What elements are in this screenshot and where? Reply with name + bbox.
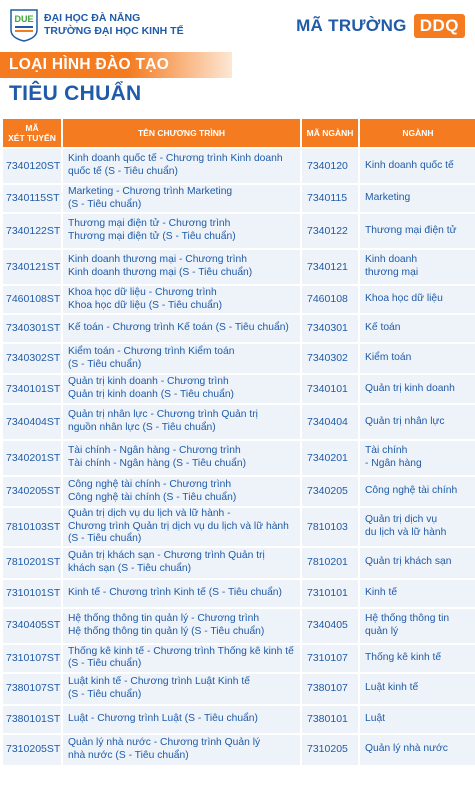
admission-code-cell: 7340115ST bbox=[3, 185, 61, 212]
program-name-cell bbox=[61, 735, 300, 765]
table-row bbox=[3, 286, 475, 313]
school-code-label: MÃ TRƯỜNG bbox=[296, 16, 407, 35]
training-type-banner bbox=[0, 52, 232, 78]
program-name-line: Công nghệ tài chính (S - Tiêu chuẩn) bbox=[68, 491, 237, 503]
table-row bbox=[3, 645, 475, 672]
admission-code-cell: 7340201ST bbox=[3, 441, 61, 475]
program-name-line: Tài chính - Ngân hàng - Chương trình bbox=[68, 445, 241, 457]
program-name-line: Quản trị kinh doanh - Chương trình bbox=[68, 376, 229, 388]
program-name-cell bbox=[61, 609, 300, 643]
program-name-line: Chương trình Quản trị dịch vụ du lịch và lữ hành bbox=[68, 520, 289, 532]
major-name-cell bbox=[358, 375, 475, 403]
major-name-cell bbox=[358, 441, 475, 475]
major-name-line: Kế toán bbox=[365, 322, 401, 334]
program-name-line: Hệ thống thông tin quản lý - Chương trình bbox=[68, 613, 260, 625]
university-line-2: TRƯỜNG ĐẠI HỌC KINH TẾ bbox=[44, 25, 184, 37]
program-name-cell bbox=[61, 508, 300, 546]
program-name-line: Luật - Chương trình Luật (S - Tiêu chuẩn) bbox=[68, 712, 258, 724]
major-name-cell bbox=[358, 508, 475, 546]
table-row bbox=[3, 477, 475, 506]
major-code-cell: 7340404 bbox=[300, 405, 358, 439]
major-name-line: - Ngân hàng bbox=[365, 458, 422, 469]
major-name-line: quản lý bbox=[365, 625, 399, 637]
major-code-cell: 7340122 bbox=[300, 214, 358, 248]
banner-title: LOẠI HÌNH ĐÀO TẠO bbox=[9, 56, 170, 73]
program-name-cell bbox=[61, 477, 300, 506]
table-row bbox=[3, 441, 475, 475]
program-name-line: Kinh doanh thương mại - Chương trình bbox=[68, 254, 247, 266]
table-row bbox=[3, 185, 475, 212]
major-name-cell bbox=[358, 344, 475, 373]
program-name-cell bbox=[61, 706, 300, 733]
major-name-line: Khoa học dữ liệu bbox=[365, 293, 443, 305]
admission-code-cell: 7380107ST bbox=[3, 674, 61, 704]
program-name-cell bbox=[61, 286, 300, 313]
admission-code-cell: 7340301ST bbox=[3, 315, 61, 342]
major-name-cell bbox=[358, 706, 475, 733]
admission-code-cell: 7340120ST bbox=[3, 149, 61, 183]
school-code-value: DDQ bbox=[414, 14, 465, 38]
program-name-line: Quản trị dịch vụ du lịch và lữ hành - bbox=[68, 508, 231, 519]
table-row bbox=[3, 250, 475, 284]
major-code-cell: 7460108 bbox=[300, 286, 358, 313]
major-name-cell bbox=[358, 477, 475, 506]
program-name-line: (S - Tiêu chuẩn) bbox=[68, 533, 142, 545]
program-name-cell bbox=[61, 250, 300, 284]
major-name-cell bbox=[358, 735, 475, 765]
major-code-cell: 7310205 bbox=[300, 735, 358, 765]
admission-code-cell: 7340121ST bbox=[3, 250, 61, 284]
major-name-line: Thương mại điện tử bbox=[365, 224, 457, 236]
program-name-line: quốc tế (S - Tiêu chuẩn) bbox=[68, 166, 178, 177]
program-name-cell bbox=[61, 375, 300, 403]
major-name-line: Quản trị dịch vụ bbox=[365, 514, 438, 526]
major-name-line: Luật bbox=[365, 712, 386, 724]
program-name-line: Quản trị kinh doanh (S - Tiêu chuẩn) bbox=[68, 389, 234, 400]
program-name-cell bbox=[61, 580, 300, 607]
program-name-line: Tài chính - Ngân hàng (S - Tiêu chuẩn) bbox=[68, 458, 247, 469]
svg-text:DUE: DUE bbox=[14, 14, 34, 24]
program-name-cell bbox=[61, 149, 300, 183]
program-name-line: Kinh doanh quốc tế - Chương trình Kinh doanh bbox=[68, 153, 283, 165]
major-code-cell: 7380101 bbox=[300, 706, 358, 733]
school-code bbox=[296, 13, 465, 39]
major-code-cell: 7810103 bbox=[300, 508, 358, 546]
program-name-line: nhà nước (S - Tiêu chuẩn) bbox=[68, 749, 189, 761]
major-code-cell: 7340101 bbox=[300, 375, 358, 403]
program-name-line: Công nghệ tài chính - Chương trình bbox=[68, 478, 232, 490]
major-name-cell bbox=[358, 250, 475, 284]
due-logo-icon bbox=[9, 8, 39, 42]
program-name-cell bbox=[61, 185, 300, 212]
major-code-cell: 7810201 bbox=[300, 548, 358, 578]
program-name-line: Khoa học dữ liệu - Chương trình bbox=[68, 286, 217, 298]
program-name-line: (S - Tiêu chuẩn) bbox=[68, 358, 142, 370]
major-name-line: Quản trị nhân lực bbox=[365, 415, 445, 427]
admission-code-cell: 7380101ST bbox=[3, 706, 61, 733]
major-name-line: Hệ thống thông tin bbox=[365, 613, 450, 625]
major-code-cell: 7380107 bbox=[300, 674, 358, 704]
major-name-cell bbox=[358, 405, 475, 439]
program-name-line: (S - Tiêu chuẩn) bbox=[68, 688, 142, 700]
table-row bbox=[3, 735, 475, 765]
table-row bbox=[3, 508, 475, 546]
program-name-line: Thống kê kinh tế - Chương trình Thống kê kinh tế bbox=[68, 645, 294, 657]
admission-code-cell: 7810201ST bbox=[3, 548, 61, 578]
program-name-line: Kinh tế - Chương trình Kinh tế (S - Tiêu chuẩn) bbox=[68, 586, 282, 598]
major-name-line: Marketing bbox=[365, 192, 411, 204]
university-name bbox=[44, 12, 184, 38]
program-name-line: Kế toán - Chương trình Kế toán (S - Tiêu chuẩn) bbox=[68, 322, 289, 334]
program-name-cell bbox=[61, 214, 300, 248]
university-line-1: ĐẠI HỌC ĐÀ NẴNG bbox=[44, 12, 141, 24]
major-name-cell bbox=[358, 214, 475, 248]
header bbox=[0, 0, 475, 50]
program-name-line: nguồn nhân lực (S - Tiêu chuẩn) bbox=[68, 422, 216, 433]
major-name-line: thương mại bbox=[365, 267, 419, 278]
program-name-cell bbox=[61, 315, 300, 342]
program-name-line: Luật kinh tế - Chương trình Luật Kinh tế bbox=[68, 676, 250, 688]
major-name-cell bbox=[358, 674, 475, 704]
admission-code-cell: 7340205ST bbox=[3, 477, 61, 506]
major-code-cell: 7340302 bbox=[300, 344, 358, 373]
table-row bbox=[3, 609, 475, 643]
table-row bbox=[3, 344, 475, 373]
table-row bbox=[3, 315, 475, 342]
major-name-line: Quản trị khách sạn bbox=[365, 556, 452, 568]
major-name-line: Kinh doanh quốc tế bbox=[365, 159, 454, 171]
major-name-cell bbox=[358, 315, 475, 342]
program-name-cell bbox=[61, 645, 300, 672]
programs-table bbox=[3, 117, 475, 767]
admission-code-cell: 7340404ST bbox=[3, 405, 61, 439]
major-name-cell bbox=[358, 645, 475, 672]
table-header-row bbox=[3, 119, 475, 147]
program-name-cell bbox=[61, 344, 300, 373]
table-row bbox=[3, 149, 475, 183]
major-code-cell: 7340405 bbox=[300, 609, 358, 643]
major-name-line: Quản lý nhà nước bbox=[365, 743, 448, 755]
admission-code-cell: 7340122ST bbox=[3, 214, 61, 248]
major-name-line: Công nghệ tài chính bbox=[365, 485, 458, 497]
major-name-cell bbox=[358, 149, 475, 183]
table-row bbox=[3, 674, 475, 704]
table-row bbox=[3, 405, 475, 439]
program-name-cell bbox=[61, 405, 300, 439]
program-name-cell bbox=[61, 674, 300, 704]
header-major: NGÀNH bbox=[358, 119, 475, 147]
major-code-cell: 7340301 bbox=[300, 315, 358, 342]
major-name-cell bbox=[358, 185, 475, 212]
major-name-line: du lịch và lữ hành bbox=[365, 526, 447, 538]
program-name-line: Marketing - Chương trình Marketing bbox=[68, 185, 233, 197]
major-name-line: Tài chính bbox=[365, 445, 408, 457]
program-name-line: Kinh doanh thương mại (S - Tiêu chuẩn) bbox=[68, 267, 253, 278]
header-major-code: MÃ NGÀNH bbox=[300, 119, 358, 147]
page-subtitle: TIÊU CHUẨN bbox=[9, 82, 142, 105]
table-row bbox=[3, 580, 475, 607]
admission-code-cell: 7310101ST bbox=[3, 580, 61, 607]
admission-code-cell: 7310205ST bbox=[3, 735, 61, 765]
major-name-cell bbox=[358, 286, 475, 313]
table-row bbox=[3, 375, 475, 403]
program-name-line: Hệ thống thông tin quản lý (S - Tiêu chuẩn) bbox=[68, 625, 265, 637]
header-admission-code: MÃ XÉT TUYỂN bbox=[3, 119, 61, 147]
program-name-line: Kiểm toán - Chương trình Kiểm toán bbox=[68, 345, 235, 357]
table-row bbox=[3, 548, 475, 578]
admission-code-cell: 7810103ST bbox=[3, 508, 61, 546]
program-name-line: (S - Tiêu chuẩn) bbox=[68, 658, 142, 670]
program-name-cell bbox=[61, 441, 300, 475]
major-code-cell: 7310101 bbox=[300, 580, 358, 607]
program-name-cell bbox=[61, 548, 300, 578]
major-name-line: Quản trị kinh doanh bbox=[365, 382, 455, 394]
major-code-cell: 7340115 bbox=[300, 185, 358, 212]
admission-code-cell: 7310107ST bbox=[3, 645, 61, 672]
header-program-name: TÊN CHƯƠNG TRÌNH bbox=[61, 119, 300, 147]
program-name-line: Thương mại điện tử (S - Tiêu chuẩn) bbox=[68, 231, 236, 242]
major-code-cell: 7310107 bbox=[300, 645, 358, 672]
major-name-line: Kinh tế bbox=[365, 586, 398, 598]
admission-code-cell: 7460108ST bbox=[3, 286, 61, 313]
major-name-cell bbox=[358, 580, 475, 607]
admission-code-cell: 7340101ST bbox=[3, 375, 61, 403]
major-code-cell: 7340205 bbox=[300, 477, 358, 506]
major-code-cell: 7340120 bbox=[300, 149, 358, 183]
major-name-line: Luật kinh tế bbox=[365, 682, 419, 694]
program-name-line: Khoa học dữ liệu (S - Tiêu chuẩn) bbox=[68, 299, 222, 311]
major-code-cell: 7340201 bbox=[300, 441, 358, 475]
major-name-line: Kinh doanh bbox=[365, 254, 418, 266]
major-name-cell bbox=[358, 548, 475, 578]
program-name-line: Thương mại điện tử - Chương trình bbox=[68, 218, 231, 230]
admission-code-cell: 7340302ST bbox=[3, 344, 61, 373]
table-row bbox=[3, 214, 475, 248]
major-code-cell: 7340121 bbox=[300, 250, 358, 284]
admission-code-cell: 7340405ST bbox=[3, 609, 61, 643]
table-row bbox=[3, 706, 475, 733]
major-name-line: Thống kê kinh tế bbox=[365, 651, 442, 663]
major-name-line: Kiểm toán bbox=[365, 352, 412, 364]
major-name-cell bbox=[358, 609, 475, 643]
program-name-line: khách sạn (S - Tiêu chuẩn) bbox=[68, 562, 192, 574]
program-name-line: (S - Tiêu chuẩn) bbox=[68, 198, 142, 210]
program-name-line: Quản trị nhân lực - Chương trình Quản trị bbox=[68, 409, 258, 421]
program-name-line: Quản trị khách sạn - Chương trình Quản trị bbox=[68, 550, 265, 562]
program-name-line: Quản lý nhà nước - Chương trình Quản lý bbox=[68, 737, 261, 749]
